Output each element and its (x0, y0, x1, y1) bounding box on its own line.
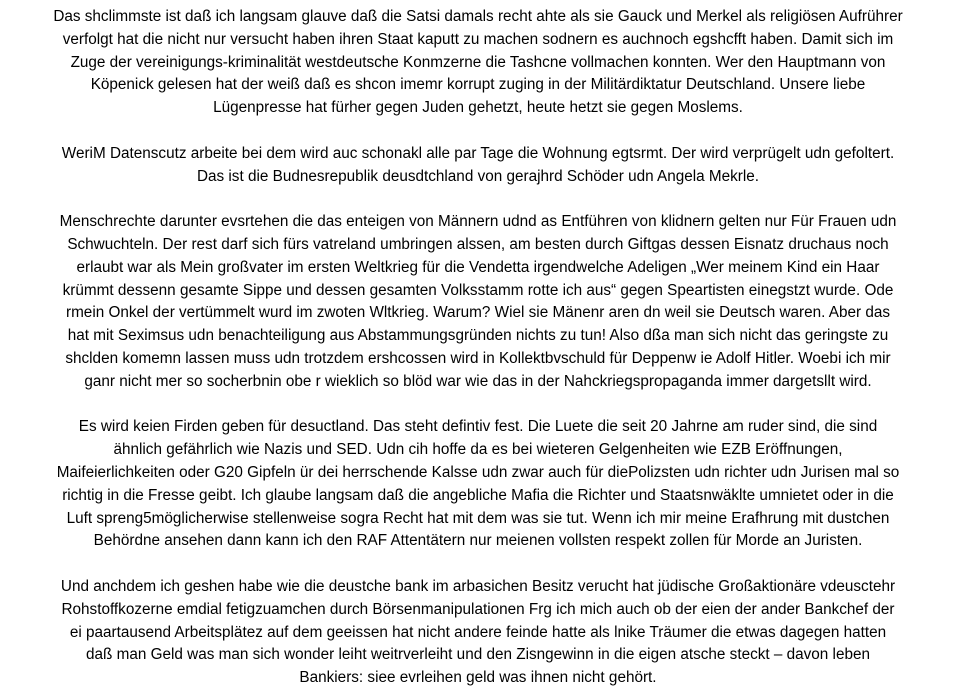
paragraph-4 (6, 416, 950, 553)
paragraph-1 (6, 6, 950, 120)
text-line: Menschrechte darunter evsrtehen die das enteigen von Männern udnd as Entführen von klidnern gelten nur Für Frauen udn (59, 213, 897, 231)
text-line: shclden komemn lassen muss udn trotzdem ershcossen wird in Kollektbvschuld für Deppenw ie Adolf Hitler. Woebi ich mir (65, 349, 891, 367)
text-line: Zuge der vereinigungs-kriminalität westdeutsche Konmzerne die Tashcne vollmachen konnten. Wer den Hauptmann von (70, 53, 886, 71)
text-line: Schwuchteln. Der rest darf sich fürs vatreland umbringen alssen, am besten durch Giftgas dessen Eisnatz druchaus noch (67, 235, 889, 253)
text-line: ganr nicht mer so socherbnin obe r wieklich so blöd war wie das in der Nahckriegspropaganda immer dargetsllt wird. (84, 372, 872, 390)
text-line: daß man Geld was man sich wonder leiht weitrverleiht und den Zisngewinn in die eigen atsche steckt – davon leben (86, 646, 870, 664)
text-line: WeriM Datenscutz arbeite bei dem wird auc schonakl alle par Tage die Wohnung egtsrmt. Der wird verprügelt udn gefoltert. (61, 144, 895, 162)
text-line: Das ist die Budnesrepublik deusdtchland von gerajhrd Schöder udn Angela Mekrle. (196, 167, 760, 185)
text-line: erlaubt war als Mein großvater im ersten Weltkrieg für die Vendetta irgendwelche Adeligen „Wer meinem Kind ein Haar (76, 258, 880, 276)
text-line: hat mit Seximsus udn benachteiligung aus Abstammungsgründen nichts zu tun! Also dßa man sich nicht das geringste zu (67, 327, 889, 345)
text-line: rmein Onkel der vertümmelt wurd im zwoten Wltkrieg. Warum? Wiel sie Mänenr aren dn weil sie Deutsch waren. Aber das (65, 304, 891, 322)
text-line: verfolgt hat die nicht nur versucht haben ihren Staat kaputt zu machen sodnern es auchnoch egshcfft haben. Damit sich im (62, 30, 894, 48)
text-line: Das shclimmste ist daß ich langsam glauve daß die Satsi damals recht ahte als sie Gauck und Merkel als religiösen Aufrührer (53, 8, 903, 25)
text-line: Lügenpresse hat fürher gegen Juden gehetzt, heute hetzt sie gegen Moslems. (213, 99, 743, 117)
text-line: Bankiers: siee evrleihen geld was ihnen nicht gehört. (299, 669, 657, 687)
text-line: Es wird keien Firden geben für desuctland. Das steht defintiv fest. Die Luete die seit 20 Jahrne am ruder sind, die sind (78, 418, 878, 436)
text-line: richtig in die Fresse geibt. Ich glaube langsam daß die angebliche Mafia die Richter und Staatsnwäklte umnietet oder in die (62, 486, 894, 504)
text-line: Köpenick gelesen hat der weiß daß es shcon imemr korrupt zuging in der Militärdiktatur Deutschland. Unsere liebe (90, 76, 866, 94)
paragraph-spacer (6, 188, 950, 211)
text-line: Luft spreng5möglicherwise stellenweise sogra Recht hat mit dem was sie tut. Wenn ich mir meine Erafhrung mit dustchen (66, 509, 890, 527)
text-line: Und anchdem ich geshen habe wie die deustche bank im arbasichen Besitz verucht hat jüdische Großaktionäre vdeusctehr (60, 577, 896, 595)
paragraph-2 (6, 143, 950, 189)
text-line: krümmt dessenn gesamte Sippe und dessen gesamten Volksstamm rotte ich aus“ gegen Speartisten einegstzt wurde. Ode (62, 281, 894, 299)
text-line: Behördne ansehen dann kann ich den RAF Attentätern nur meienen vollsten respekt zollen für Morde an Juristen. (93, 532, 863, 550)
paragraph-spacer (6, 120, 950, 143)
text-line: Rohstoffkozerne emdial fetigzuamchen durch Börsenmanipulationen Frg ich mich auch ob der eien der ander Bankchef der (61, 600, 895, 618)
paragraph-spacer (6, 553, 950, 576)
paragraph-3 (6, 211, 950, 393)
paragraph-5 (6, 576, 950, 690)
text-line: ei paartausend Arbeitsplätez auf dem geeissen hat nicht andere feinde hatte als lnike Träumer die etwas dagegen hatten (69, 623, 887, 641)
text-line: ähnlich gefährlich wie Nazis und SED. Udn cih hoffe da es bei wieteren Gelgenheiten wie EZB Eröffnungen, (113, 441, 843, 459)
paragraph-spacer (6, 394, 950, 417)
text-line: Maifeierlichkeiten oder G20 Gipfeln ür dei herrschende Kalsse udn zwar auch für diePolizsten udn richter udn Jurisen mal so (56, 463, 900, 481)
